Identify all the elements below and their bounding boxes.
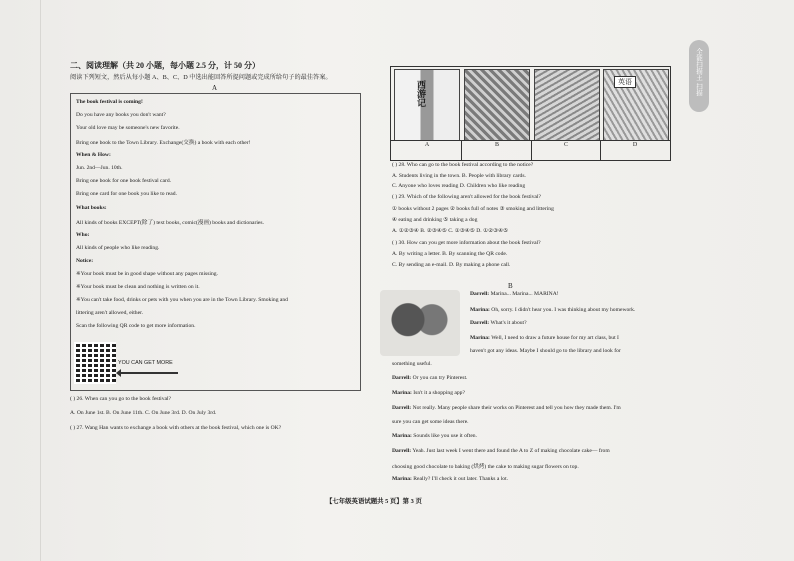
page-shadow xyxy=(40,0,41,561)
passage-a-line: Do you have any books you don't want? xyxy=(76,112,166,118)
picture-label-a: A xyxy=(424,142,430,148)
dialogue-line xyxy=(392,405,621,411)
question-line: ( ) 28. Who can go to the book festival according to the notice? xyxy=(392,162,534,168)
dialogue-line xyxy=(470,348,621,354)
question-line: ④ eating and drinking ⑤ taking a dog xyxy=(392,217,478,223)
speaker-name: Marina: xyxy=(392,476,412,482)
speaker-name: Darrell: xyxy=(392,448,412,454)
dialogue-text: Isn't it a shopping app? xyxy=(413,390,465,396)
speaker-name: Darrell: xyxy=(392,405,412,411)
passage-a-line: ※Your book must be clean and nothing is written on it. xyxy=(76,284,200,290)
passage-a-line: Bring one book to the Town Library. Exchange(交换) a book with each other! xyxy=(76,140,251,146)
picture-c xyxy=(534,69,600,141)
speaker-name: Darrell: xyxy=(392,375,412,381)
dialogue-text: Not really. Many people share their works on Pinterest and tell you how they made them. I'm xyxy=(412,405,621,411)
pictures-strip xyxy=(390,66,671,161)
picture-a xyxy=(394,69,460,141)
question-line: ( ) 26. When can you go to the book festival? xyxy=(70,396,172,402)
question-line: ( ) 30. How can you get more information about the book festival? xyxy=(392,240,541,246)
kids-illustration xyxy=(380,290,460,356)
dialogue-line xyxy=(470,335,619,341)
dialogue-line xyxy=(392,375,467,381)
dialogue-text: Yeah. Just last week I went there and found the A to Z of making chocolate cake— from xyxy=(412,448,610,454)
passage-b-letter: B xyxy=(508,282,513,290)
picture-b xyxy=(464,69,530,141)
dialogue-text: sure you can get some ideas there. xyxy=(392,419,469,425)
dialogue-line xyxy=(470,307,635,313)
passage-a-line: Jun. 2nd—Jun. 10th. xyxy=(76,165,123,171)
passage-a-line: ※You can't take food, drinks or pets with you when you are in the Town Library. Smoking and xyxy=(76,297,288,303)
question-line: A. By writing a letter. B. By scanning the QR code. xyxy=(392,251,508,257)
dialogue-text: Sounds like you use it often. xyxy=(413,433,477,439)
passage-a-line: Bring one card for one book you like to read. xyxy=(76,191,177,197)
question-line: ① books without 2 pages ② books full of notes ③ smoking and littering xyxy=(392,206,554,212)
arrow-left-icon xyxy=(120,372,178,374)
question-line: A. ①②③④ B. ②③④⑤ C. ①③④⑤ D. ①②③④⑤ xyxy=(392,228,509,234)
passage-a-line: What books: xyxy=(76,205,107,211)
speaker-name: Darrell: xyxy=(470,291,490,297)
question-line: ( ) 27. Wang Han wants to exchange a book with others at the book festival, which one is OK? xyxy=(70,425,282,431)
picture-a-caption: 西游记 xyxy=(416,80,426,107)
qr-code xyxy=(74,342,116,384)
scanner-badge-text: 全能扫描王 扫描 xyxy=(695,48,703,96)
passage-a-letter: A xyxy=(212,84,218,92)
page-footer: 【七年级英语试题共 5 页】第 3 页 xyxy=(326,498,422,505)
passage-a-line: Your old love may be someone's new favorite. xyxy=(76,125,180,131)
question-line: A. On June 1st. B. On June 11th. C. On June 3rd. D. On July 3rd. xyxy=(70,410,217,416)
speaker-name: Marina: xyxy=(470,307,490,313)
question-line: A. Students living in the town. B. People with library cards. xyxy=(392,173,526,179)
dialogue-text: choosing good chocolate to baking (烘烤) the cake to making sugar flowers on top. xyxy=(392,464,579,470)
qr-caption: YOU CAN GET MORE xyxy=(118,360,173,366)
speaker-name: Marina: xyxy=(392,433,412,439)
speaker-name: Marina: xyxy=(470,335,490,341)
question-line: C. By sending an e-mail. D. By making a phone call. xyxy=(392,262,511,268)
dialogue-line xyxy=(470,291,559,297)
dialogue-line xyxy=(392,462,579,470)
picture-label-d: D xyxy=(632,142,638,148)
dialogue-text: something useful. xyxy=(392,361,432,367)
dialogue-line xyxy=(392,448,610,454)
dialogue-text: Oh, sorry. I didn't hear you. I was thinking about my homework. xyxy=(491,307,636,313)
passage-a-line: Notice: xyxy=(76,258,94,264)
speaker-name: Marina: xyxy=(392,390,412,396)
picture-label-b: B xyxy=(494,142,499,148)
dialogue-text: Well, I need to draw a future house for my art class, but I xyxy=(491,335,619,341)
dialogue-text: haven't got any ideas. Maybe I should go to the library and look for xyxy=(470,348,621,354)
passage-a-line: ※Your book must be in good shape without any pages missing. xyxy=(76,271,218,277)
dialogue-text: What's it about? xyxy=(490,320,527,326)
passage-a-line: The book festival is coming! xyxy=(76,99,143,105)
picture-d-caption: 英语 xyxy=(614,76,636,88)
passage-a-line: When & How: xyxy=(76,152,111,158)
question-line: C. Anyone who loves reading D. Children who like reading xyxy=(392,183,526,189)
dialogue-line xyxy=(392,476,508,482)
dialogue-line xyxy=(392,390,465,396)
picture-d xyxy=(603,69,669,141)
passage-a-line: Scan the following QR code to get more information. xyxy=(76,323,196,329)
passage-a-line: Bring one book for one book festival card. xyxy=(76,178,172,184)
dialogue-line xyxy=(392,361,432,367)
speaker-name: Darrell: xyxy=(470,320,490,326)
section-instruction: 阅读下列短文，然后从每小题 A、B、C、D 中选出能回答所提问题或完成所给句子的最佳答案。 xyxy=(70,74,332,81)
section-title: 二、阅读理解（共 20 小题，每小题 2.5 分，计 50 分） xyxy=(70,61,260,70)
dialogue-text: Really? I'll check it out later. Thanks a lot. xyxy=(413,476,509,482)
scanner-badge xyxy=(689,40,709,112)
dialogue-line xyxy=(392,419,469,425)
passage-a-line: All kinds of people who like reading. xyxy=(76,245,160,251)
picture-label-c: C xyxy=(563,142,568,148)
dialogue-line xyxy=(470,320,527,326)
pictures-col-divider xyxy=(461,140,462,160)
dialogue-line xyxy=(392,433,477,439)
question-line: ( ) 29. Which of the following aren't allowed for the book festival? xyxy=(392,194,541,200)
dialogue-text: Marina... Marina... MARINA! xyxy=(490,291,559,297)
passage-a-line: All kinds of books EXCEPT(除了) text books, comic(漫画) books and dictionaries. xyxy=(76,220,264,226)
dialogue-text: Or you can try Pinterest. xyxy=(412,375,468,381)
passage-a-line: Who: xyxy=(76,232,90,238)
passage-a-line: littering aren't allowed, either. xyxy=(76,310,144,316)
